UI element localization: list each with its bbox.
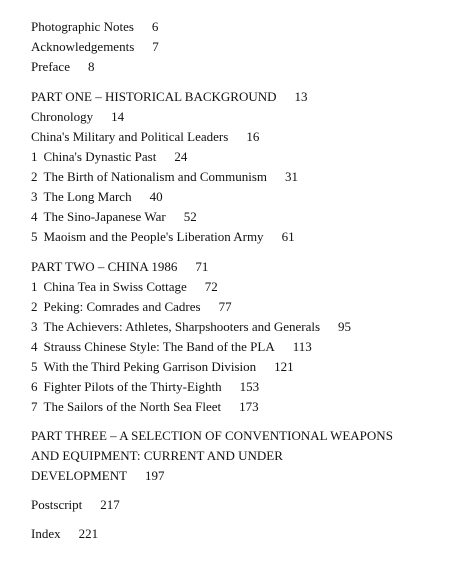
part-heading-page: 13 <box>294 89 308 104</box>
toc-entry-page: 121 <box>274 359 294 374</box>
toc-entry-title: China's Military and Political Leaders <box>31 129 229 144</box>
toc-entry-title: With the Third Peking Garrison Division <box>43 359 257 374</box>
toc-entry-part-two-chapter-1 <box>31 277 441 297</box>
toc-entry-title: The Sino-Japanese War <box>43 209 166 224</box>
toc-entry-title: The Achievers: Athletes, Sharpshooters and Generals <box>43 319 321 334</box>
toc-entry-chapter-3 <box>31 187 441 207</box>
toc-entry-title: Fighter Pilots of the Thirty-Eighth <box>43 379 222 394</box>
toc-entry-title: Preface <box>31 59 70 74</box>
toc-entry-page: 24 <box>174 149 188 164</box>
toc-entry-index <box>31 524 441 544</box>
toc-entry-number: 7 <box>31 399 38 414</box>
toc-entry-number: 5 <box>31 359 38 374</box>
part-one-heading <box>31 87 441 107</box>
toc-entry-chapter-5 <box>31 227 441 247</box>
toc-entry-title: Strauss Chinese Style: The Band of the PLA <box>43 339 275 354</box>
part-two-heading <box>31 257 441 277</box>
toc-entry-page: 221 <box>78 526 99 541</box>
toc-entry-chapter-2 <box>31 167 441 187</box>
toc-entry-part-two-chapter-2 <box>31 297 441 317</box>
toc-entry-page: 40 <box>149 189 163 204</box>
toc-entry-title: Peking: Comrades and Cadres <box>43 299 201 314</box>
toc-entry-chapter-1 <box>31 147 441 167</box>
part-three-heading-line-3 <box>31 466 441 486</box>
toc-entry-title: Index <box>31 526 61 541</box>
toc-entry-part-two-chapter-3 <box>31 317 441 337</box>
toc-entry-number: 3 <box>31 319 38 334</box>
toc-entry-part-two-chapter-4 <box>31 337 441 357</box>
table-of-contents <box>31 17 441 544</box>
toc-entry-page: 61 <box>281 229 295 244</box>
toc-entry-page: 113 <box>292 339 312 354</box>
toc-entry-part-two-chapter-6 <box>31 377 441 397</box>
toc-entry-number: 2 <box>31 169 38 184</box>
toc-entry-page: 7 <box>152 39 159 54</box>
toc-entry-number: 1 <box>31 149 38 164</box>
toc-entry-chronology <box>31 107 441 127</box>
toc-entry-page: 72 <box>204 279 218 294</box>
toc-entry-number: 6 <box>31 379 38 394</box>
toc-entry-title: The Sailors of the North Sea Fleet <box>43 399 222 414</box>
part-three-heading-line-2 <box>31 446 441 466</box>
toc-entry-leaders <box>31 127 441 147</box>
toc-entry-title: Photographic Notes <box>31 19 134 34</box>
part-heading-title: PART THREE – A SELECTION OF CONVENTIONAL WEAPONS <box>31 428 393 443</box>
part-heading-title: PART ONE – HISTORICAL BACKGROUND <box>31 89 277 104</box>
toc-entry-photographic-notes <box>31 17 441 37</box>
toc-entry-title: China Tea in Swiss Cottage <box>43 279 187 294</box>
toc-entry-postscript <box>31 495 441 515</box>
toc-entry-page: 8 <box>87 59 95 74</box>
toc-entry-number: 3 <box>31 189 38 204</box>
toc-entry-title: Acknowledgements <box>31 39 135 54</box>
toc-entry-page: 6 <box>151 19 159 34</box>
toc-entry-page: 173 <box>239 399 259 414</box>
part-three-heading-line-1 <box>31 426 441 446</box>
toc-entry-title: Chronology <box>31 109 94 124</box>
toc-entry-number: 5 <box>31 229 38 244</box>
toc-entry-page: 217 <box>100 497 120 512</box>
toc-entry-part-two-chapter-5 <box>31 357 441 377</box>
toc-entry-number: 4 <box>31 339 38 354</box>
toc-entry-page: 153 <box>239 379 260 394</box>
toc-entry-title: The Birth of Nationalism and Communism <box>43 169 268 184</box>
toc-entry-number: 2 <box>31 299 38 314</box>
toc-entry-page: 52 <box>183 209 197 224</box>
toc-entry-page: 95 <box>338 319 352 334</box>
toc-entry-acknowledgements <box>31 37 441 57</box>
toc-entry-page: 77 <box>218 299 232 314</box>
toc-entry-title: The Long March <box>43 189 132 204</box>
part-heading-page: 197 <box>145 468 165 483</box>
toc-entry-preface <box>31 57 441 77</box>
toc-entry-number: 4 <box>31 209 38 224</box>
toc-entry-number: 1 <box>31 279 38 294</box>
toc-entry-title: Postscript <box>31 497 83 512</box>
toc-entry-title: Maoism and the People's Liberation Army <box>43 229 264 244</box>
toc-entry-page: 16 <box>246 129 260 144</box>
part-heading-title: PART TWO – CHINA 1986 <box>31 259 178 274</box>
toc-entry-page: 31 <box>285 169 299 184</box>
part-heading-title: AND EQUIPMENT: CURRENT AND UNDER <box>31 448 283 463</box>
toc-entry-chapter-4 <box>31 207 441 227</box>
toc-entry-page: 14 <box>111 109 125 124</box>
toc-entry-part-two-chapter-7 <box>31 397 441 417</box>
part-heading-title: DEVELOPMENT <box>31 468 128 483</box>
part-heading-page: 71 <box>195 259 209 274</box>
toc-entry-title: China's Dynastic Past <box>43 149 157 164</box>
